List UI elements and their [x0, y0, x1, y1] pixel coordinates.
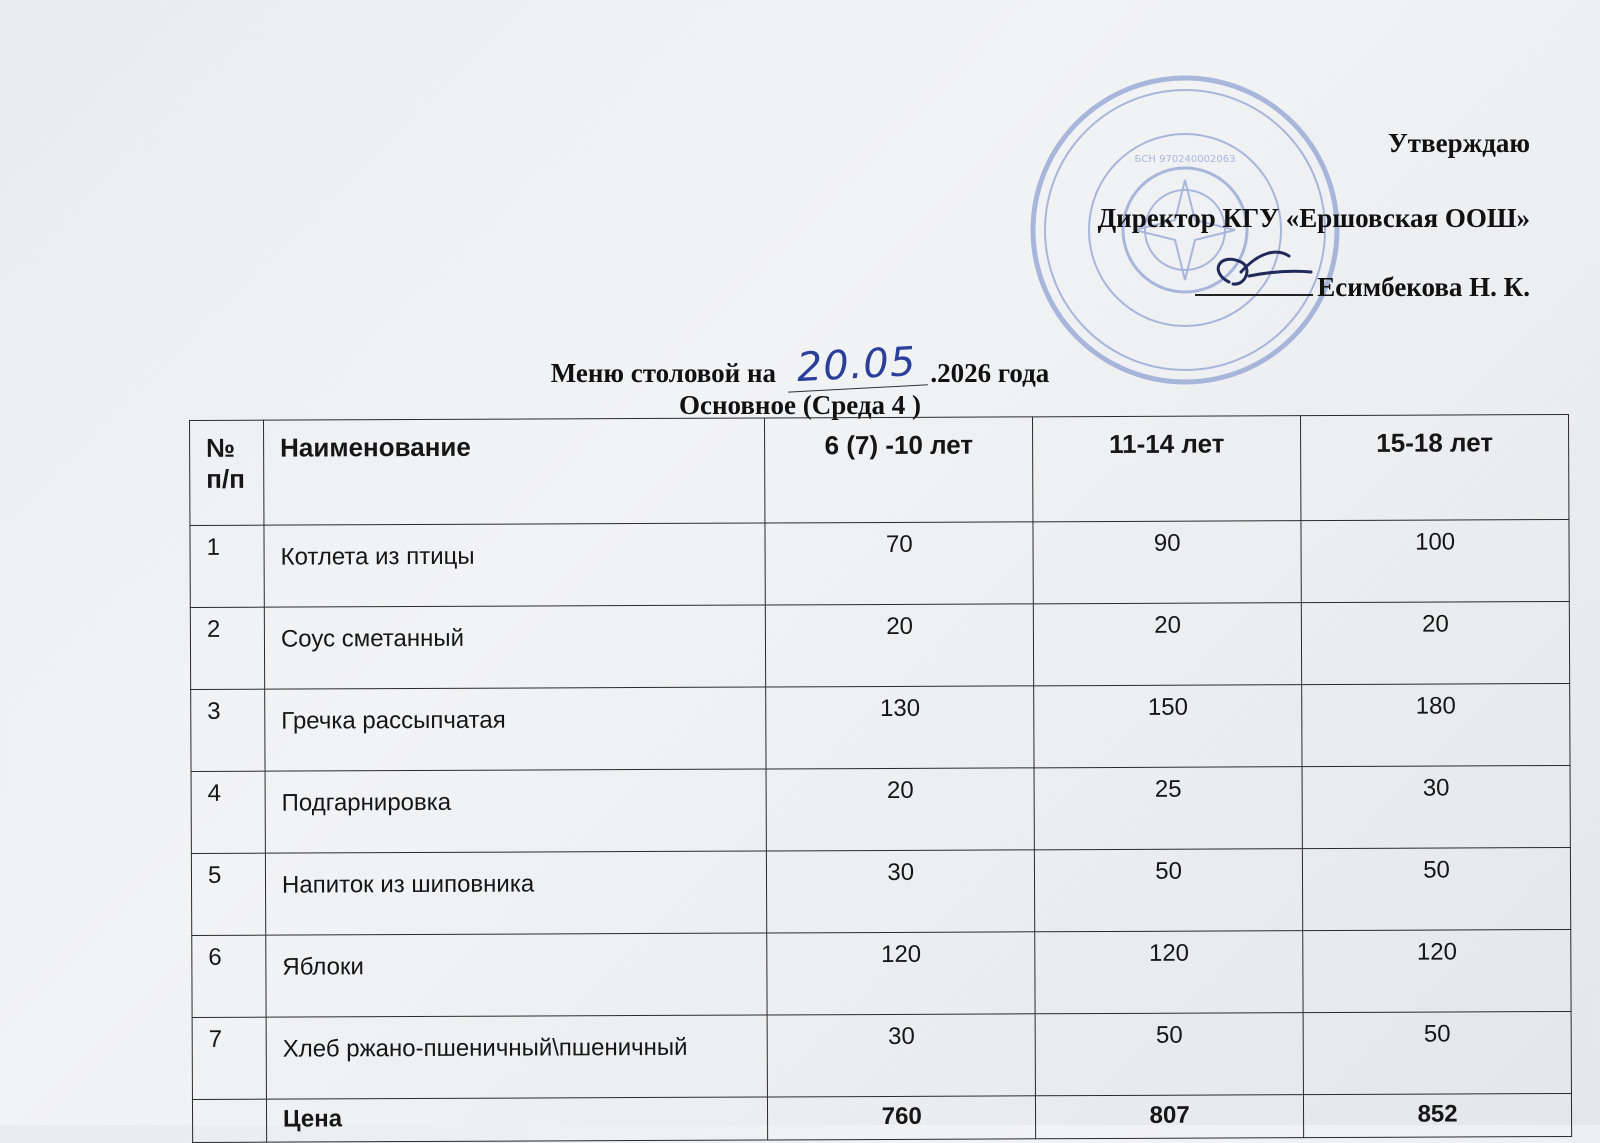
row-value-age-15-18: 50 [1303, 1011, 1571, 1094]
row-value-age-11-14: 120 [1035, 931, 1303, 1014]
row-value-age-15-18: 30 [1302, 765, 1570, 848]
row-value-age-11-14: 90 [1033, 521, 1301, 604]
row-number: 3 [191, 689, 265, 771]
table-total-row [192, 1093, 1571, 1142]
row-value-age-6-10: 120 [767, 932, 1035, 1015]
row-value-age-6-10: 70 [765, 522, 1033, 605]
menu-title-prefix: Меню столовой на [550, 358, 777, 388]
row-value-age-11-14: 20 [1033, 603, 1301, 686]
stamp-bin-text: БСН 970240002063 [1134, 154, 1236, 165]
total-empty-cell [192, 1099, 266, 1142]
total-price-age-11-14: 807 [1036, 1095, 1304, 1139]
table-row [191, 765, 1570, 853]
row-value-age-6-10: 20 [766, 604, 1034, 687]
menu-subtitle: Основное (Среда 4 ) [678, 390, 922, 420]
row-number: 2 [190, 607, 264, 689]
menu-table [189, 414, 1572, 1143]
row-value-age-11-14: 150 [1034, 685, 1302, 768]
row-value-age-11-14: 50 [1035, 1013, 1303, 1096]
approval-heading: Утверждаю [1387, 128, 1530, 158]
table-row [190, 519, 1569, 607]
row-item-name: Соус сметанный [264, 605, 766, 689]
row-value-age-6-10: 20 [766, 768, 1034, 851]
row-number: 1 [190, 525, 264, 607]
row-value-age-15-18: 120 [1303, 929, 1571, 1012]
total-price-age-6-10: 760 [768, 1096, 1036, 1140]
table-row [191, 847, 1570, 935]
row-value-age-11-14: 25 [1034, 767, 1302, 850]
table-row [192, 929, 1571, 1017]
row-number: 6 [192, 935, 266, 1017]
header-number: № п/п [190, 420, 264, 525]
header-age-6-10: 6 (7) -10 лет [765, 417, 1033, 523]
row-value-age-11-14: 50 [1035, 849, 1303, 932]
signature-underline [1195, 272, 1313, 296]
total-label: Цена [266, 1097, 768, 1142]
approval-director-title: Директор КГУ «Ершовская ООШ» [1097, 203, 1530, 233]
table-row [190, 601, 1569, 689]
handwritten-date: 20.05 [785, 338, 927, 392]
header-name: Наименование [263, 418, 765, 525]
row-value-age-6-10: 30 [767, 1014, 1035, 1097]
row-item-name: Подгарнировка [265, 769, 767, 853]
row-value-age-15-18: 20 [1301, 601, 1569, 684]
row-number: 5 [191, 853, 265, 935]
row-number: 7 [192, 1017, 266, 1099]
row-number: 4 [191, 771, 265, 853]
row-value-age-15-18: 50 [1302, 847, 1570, 930]
row-value-age-15-18: 180 [1302, 683, 1570, 766]
total-price-age-15-18: 852 [1304, 1093, 1572, 1137]
approval-signature-line [1195, 272, 1530, 303]
table-header-row [190, 414, 1569, 525]
menu-title [0, 338, 1600, 393]
row-item-name: Яблоки [266, 933, 768, 1017]
header-age-11-14: 11-14 лет [1033, 416, 1301, 522]
table-row [192, 1011, 1571, 1099]
header-age-15-18: 15-18 лет [1301, 414, 1569, 520]
row-item-name: Котлета из птицы [264, 523, 766, 607]
row-item-name: Гречка рассыпчатая [265, 687, 767, 771]
row-value-age-15-18: 100 [1301, 519, 1569, 602]
row-item-name: Напиток из шиповника [265, 851, 767, 935]
row-value-age-6-10: 130 [766, 686, 1034, 769]
director-name: Есимбекова Н. К. [1317, 272, 1530, 302]
handwritten-signature [1189, 242, 1319, 297]
table-row [191, 683, 1570, 771]
menu-title-suffix: .2026 года [930, 358, 1050, 388]
row-value-age-6-10: 30 [767, 850, 1035, 933]
row-item-name: Хлеб ржано-пшеничный\пшеничный [266, 1015, 768, 1099]
